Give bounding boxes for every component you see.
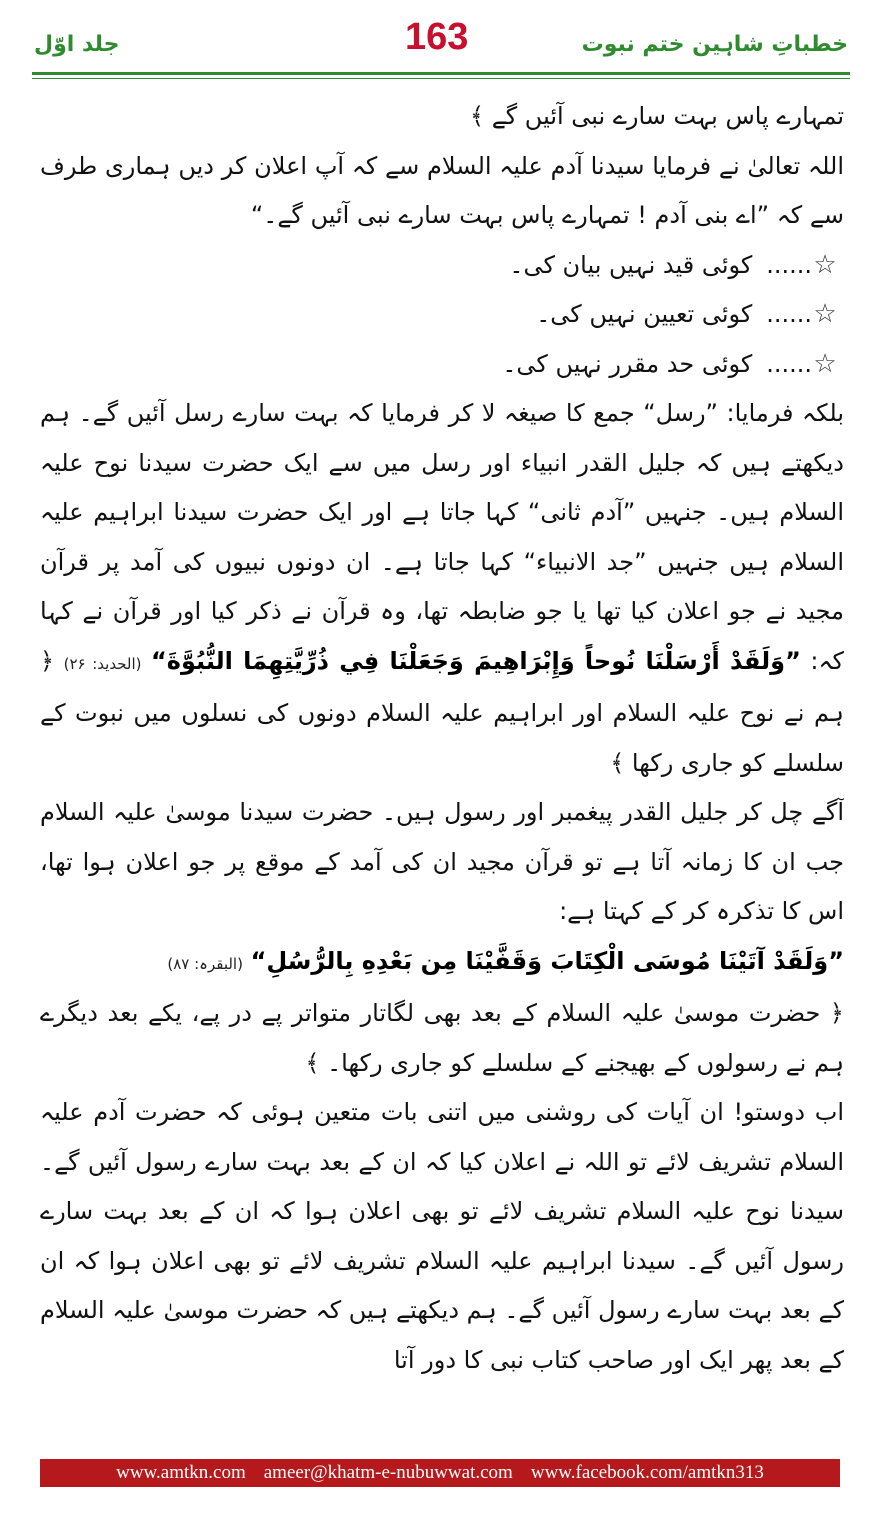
star-icon: ☆	[813, 348, 837, 379]
header-divider-thin	[32, 78, 850, 79]
page-header	[30, 10, 852, 70]
paragraph-5: آگے چل کر جلیل القدر پیغمبر اور رسول ہیں۔ حضرت سیدنا موسیٰ علیہ السلام جب ان کا زمانہ آتا ہے تو قرآن مجید ان کی آمد کے موقع پر جو اعلان ہوا تھا، اس کا تذکرہ کر کے کہتا ہے:	[40, 798, 844, 925]
paragraph-1: تمہارے پاس بہت سارے نبی آئیں گے ﴾	[470, 102, 844, 130]
website-link[interactable]: www.amtkn.com	[116, 1462, 246, 1483]
dots: ......	[766, 300, 812, 328]
dots: ......	[766, 250, 812, 279]
star-item-text: کوئی قید نہیں بیان کی۔	[509, 250, 753, 279]
star-icon: ☆	[813, 299, 837, 329]
page-body	[40, 92, 844, 1442]
star-item-text: کوئی حد مقرر نہیں کی۔	[502, 349, 753, 378]
verse-reference-1: (الحدید: ۲۶)	[63, 654, 142, 673]
volume-label: جلد اوّل	[34, 32, 120, 57]
star-item-text: کوئی تعیین نہیں کی۔	[536, 300, 753, 328]
star-item-3	[40, 340, 844, 390]
quran-verse-2: ”وَلَقَدْ آتَيْنَا مُوسَى الْكِتَابَ وَقَفَّيْنَا مِن بَعْدِهِ بِالرُّسُلِ“	[250, 946, 844, 975]
verse-translation-1: ﴿ ہم نے نوح علیہ السلام اور ابراہیم علیہ السلام دونوں کی نسلوں میں نبوت کے سلسلے کو جاری رکھا ﴾	[40, 646, 844, 777]
star-icon: ☆	[813, 249, 837, 280]
star-item-1	[40, 241, 844, 291]
dots: ......	[766, 349, 812, 378]
quran-verse-1: ”وَلَقَدْ أَرْسَلْنَا نُوحاً وَإِبْرَاهِيمَ وَجَعَلْنَا فِي ذُرِّيَّتِهِمَا النُّبُوَّةَ“	[151, 646, 801, 675]
paragraph-7: اب دوستو! ان آیات کی روشنی میں اتنی بات متعین ہوئی کہ حضرت آدم علیہ السلام تشریف لائے تو اللہ نے اعلان کیا کہ ان کے بعد بہت سارے رسول آئیں گے۔ سیدنا نوح علیہ السلام تشریف لائے تو بھی اعلان ہوا کہ ان کے بعد بہت سارے رسول آئیں گے۔ سیدنا ابراہیم علیہ السلام تشریف لائے تو بھی اعلان ہوا کہ ان کے بعد بہت سارے رسول آئیں گے۔ ہم دیکھتے ہیں کہ حضرت موسیٰ علیہ السلام کے بعد پھر ایک اور صاحب کتاب نبی کا دور آتا	[40, 1098, 844, 1374]
paragraph-3	[40, 389, 844, 788]
page-footer	[40, 1459, 840, 1487]
paragraph-3-text: بلکہ فرمایا: ”رسل“ جمع کا صیغہ لا کر فرمایا کہ بہت سارے رسل آئیں گے۔ ہم دیکھتے ہیں کہ جلیل القدر انبیاء اور رسل میں سے ایک حضرت سیدنا نوح علیہ السلام ہیں۔ جنہیں ”آدم ثانی“ کہا جاتا ہے اور ایک حضرت سیدنا ابراہیم علیہ السلام ہیں جنہیں ”جد الانبیاء“ کہا جاتا ہے۔ ان دونوں نبیوں کی آمد پر قرآن مجید نے جو اعلان کیا تھا یا جو ضابطہ تھا، وہ قرآن نے ذکر کیا اور قرآن نے کہا کہ:	[40, 399, 844, 675]
paragraph-2: اللہ تعالیٰ نے فرمایا سیدنا آدم علیہ السلام سے کہ آپ اعلان کر دیں ہماری طرف سے کہ ”اے بنی آدم ! تمہارے پاس بہت سارے نبی آئیں گے۔“	[40, 151, 844, 229]
verse-block-2	[40, 937, 844, 990]
paragraph-6: ﴿ حضرت موسیٰ علیہ السلام کے بعد بھی لگاتار متواتر پے در پے، یکے بعد دیگرے ہم نے رسولوں کے بھیجنے کے سلسلے کو جاری رکھا۔ ﴾	[40, 999, 844, 1077]
page-number: 163	[405, 16, 469, 58]
verse-reference-2: (البقرہ: ۸۷)	[167, 954, 243, 973]
book-title: خطباتِ شاہین ختم نبوت	[581, 32, 848, 57]
email-link[interactable]: ameer@khatm-e-nubuwwat.com	[263, 1462, 513, 1483]
star-item-2	[40, 290, 844, 340]
header-divider	[32, 72, 850, 75]
facebook-link[interactable]: www.facebook.com/amtkn313	[530, 1462, 764, 1483]
